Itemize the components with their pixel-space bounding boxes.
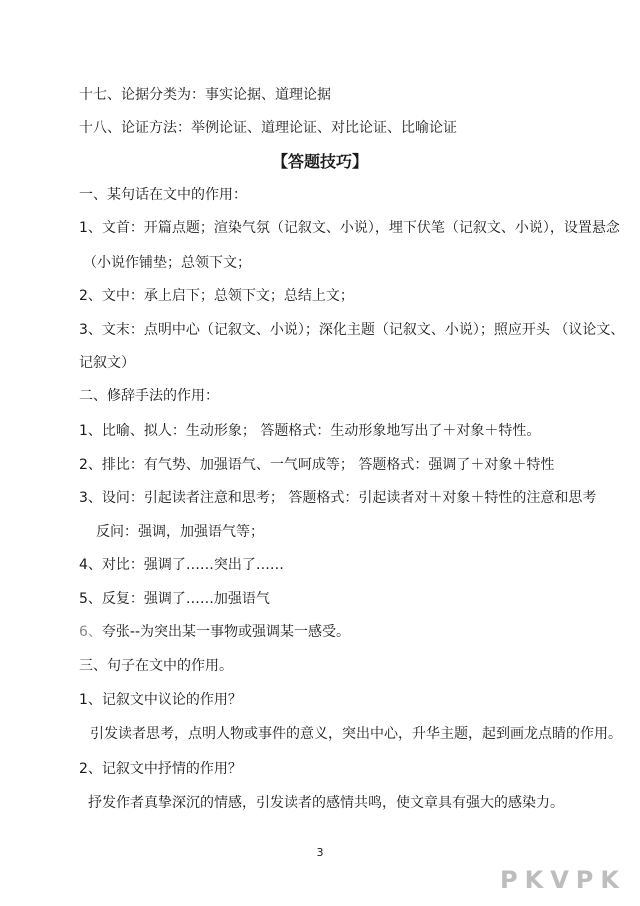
text-line-section-two: 二、修辞手法的作用： — [79, 388, 219, 404]
text-line-argument-methods: 十八、论证方法：举例论证、道理论证、对比论证、比喻论证 — [79, 120, 457, 136]
page-number: 3 — [316, 846, 324, 859]
text-line-rhetorical-counter: 反问：强调，加强语气等； — [96, 524, 264, 540]
text-line-narrative-emotion: 2、记叙文中抒情的作用？ — [79, 761, 242, 777]
text-line-argument-types: 十七、论据分类为：事实论据、道理论据 — [79, 87, 331, 103]
item-number: 6、 — [79, 624, 102, 640]
exaggeration-text: 夸张--为突出某一事物或强调某一感受。 — [101, 624, 351, 640]
text-line-rhetorical-question: 3、设问：引起读者注意和思考； 答题格式：引起读者对＋对象＋特性的注意和思考 — [79, 490, 597, 506]
watermark-logo: PKVPK — [500, 866, 626, 894]
text-line-end: 3、文末：点明中心（记叙文、小说）；深化主题（记叙文、小说）；照应开头 （议论文、 — [79, 322, 625, 338]
text-line-section-one: 一、某句话在文中的作用： — [79, 187, 247, 203]
text-line-metaphor: 1、比喻、拟人：生动形象； 答题格式：生动形象地写出了＋对象＋特性。 — [79, 423, 541, 439]
text-line-section-three: 三、句子在文中的作用。 — [79, 658, 233, 674]
text-line-narrative-argument-answer: 引发读者思考，点明人物或事件的意义，突出中心，升华主题，起到画龙点睛的作用。 — [90, 726, 622, 742]
text-line-middle: 2、文中：承上启下；总领下文；总结上文； — [79, 288, 354, 304]
text-line-exaggeration — [79, 623, 350, 641]
text-line-repetition: 5、反复：强调了……加强语气 — [79, 591, 270, 607]
text-line-parallelism: 2、排比：有气势、加强语气、一气呵成等； 答题格式：强调了＋对象＋特性 — [79, 457, 555, 473]
text-line-contrast: 4、对比：强调了……突出了…… — [79, 557, 284, 573]
text-line-narrative-argument: 1、记叙文中议论的作用？ — [79, 692, 242, 708]
text-line-end-cont: 记叙文） — [79, 355, 135, 371]
text-line-beginning-cont: （小说作铺垫；总领下文； — [83, 255, 251, 271]
text-line-beginning: 1、文首：开篇点题；渲染气氛（记叙文、小说），埋下伏笔（记叙文、小说），设置悬念 — [79, 220, 620, 236]
text-line-narrative-emotion-answer: 抒发作者真挚深沉的情感，引发读者的感情共鸣，使文章具有强大的感染力。 — [88, 795, 564, 811]
section-heading: 【答题技巧】 — [271, 152, 368, 171]
